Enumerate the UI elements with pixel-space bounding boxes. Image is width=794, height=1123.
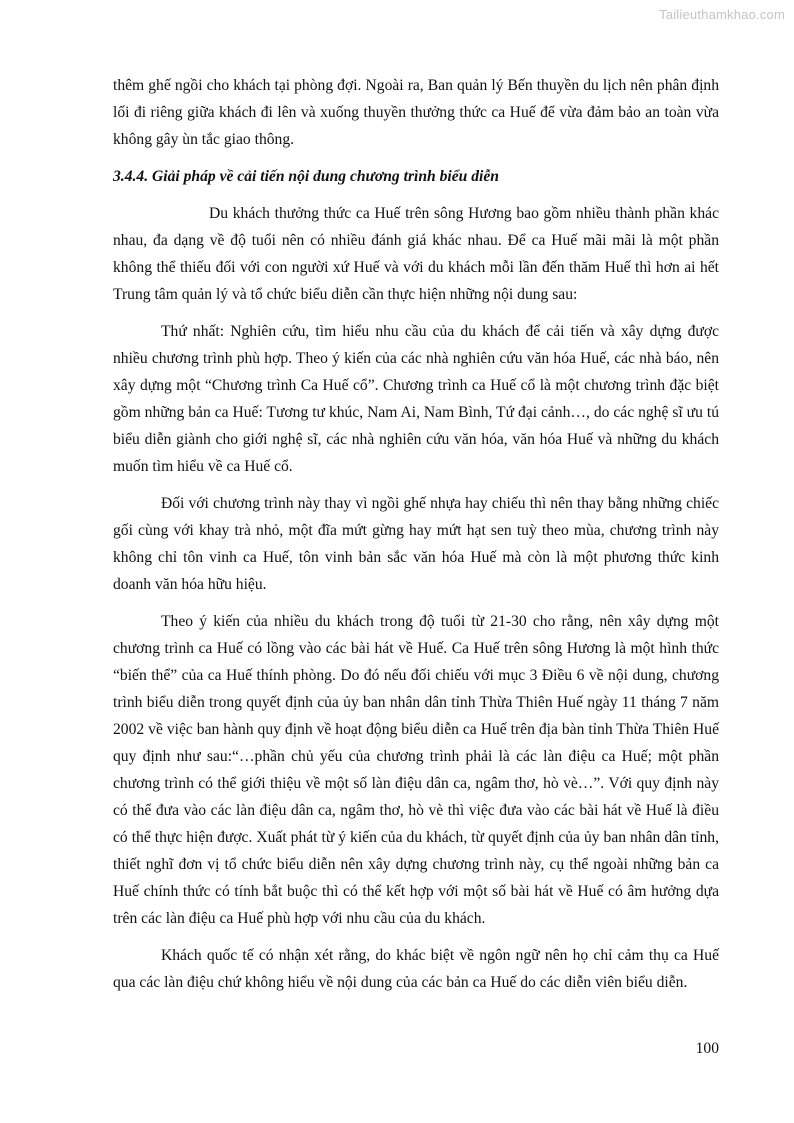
paragraph-international-visitors: Khách quốc tế có nhận xét rằng, do khác biệt về ngôn ngữ nên họ chỉ cảm thụ ca Huế qua các làn điệu chứ không hiểu về nội dung của các bản ca Huế do các diễn viên biểu diễn.	[113, 947, 719, 991]
paragraph-program-setting: Đối với chương trình này thay vì ngồi ghế nhựa hay chiếu thì nên thay bằng những chiếc gối cùng với khay trà nhỏ, một đĩa mứt gừng hay mứt hạt sen tuỳ theo mùa, chương trình này không chỉ tôn vinh ca Huế, tôn vinh bản sắc văn hóa Huế mà còn là một phương thức kinh doanh văn hóa hữu hiệu.	[113, 495, 719, 593]
watermark: Tailieuthamkhao.com	[659, 7, 785, 22]
paragraph-intro: Du khách thưởng thức ca Huế trên sông Hương bao gồm nhiều thành phần khác nhau, đa dạng về độ tuổi nên có nhiều đánh giá khác nhau. Để ca Huế mãi mãi là một phần không thể thiếu đối với con người xứ Huế và với du khách mỗi lần đến thăm Huế thì hơn ai hết Trung tâm quản lý và tổ chức biểu diễn cần thực hiện những nội dung sau:	[113, 205, 719, 303]
paragraph-first-solution: Thứ nhất: Nghiên cứu, tìm hiểu nhu cầu của du khách để cải tiến và xây dựng được nhiều chương trình phù hợp. Theo ý kiến của các nhà nghiên cứu văn hóa Huế, các nhà báo, nên xây dựng một “Chương trình Ca Huế cổ”. Chương trình ca Huế cổ là một chương trình đặc biệt gồm những bản ca Huế: Tương tư khúc, Nam Ai, Nam Bình, Tứ đại cảnh…, do các nghệ sĩ ưu tú biểu diễn giành cho giới nghệ sĩ, các nhà nghiên cứu văn hóa, văn hóa Huế và những du khách muốn tìm hiểu về ca Huế cổ.	[113, 323, 719, 475]
paragraph-tourist-opinion: Theo ý kiến của nhiều du khách trong độ tuổi từ 21-30 cho rằng, nên xây dựng một chương trình ca Huế có lồng vào các bài hát về Huế. Ca Huế trên sông Hương là một hình thức “biến thể” của ca Huế thính phòng. Do đó nếu đối chiếu với mục 3 Điều 6 về nội dung, chương trình biểu diễn trong quyết định của ủy ban nhân dân tỉnh Thừa Thiên Huế ngày 11 tháng 7 năm 2002 về việc ban hành quy định về hoạt động biểu diễn ca Huế trên địa bàn tỉnh Thừa Thiên Huế quy định như sau:“…phần chủ yếu của chương trình phải là các làn điệu ca Huế; một phần chương trình có thể giới thiệu về một số làn điệu dân ca, ngâm thơ, hò vè…”. Với quy định này có thể đưa vào các làn điệu dân ca, ngâm thơ, hò vè thì việc đưa vào các bài hát về Huế là điều có thể thực hiện được. Xuất phát từ ý kiến của du khách, từ quyết định của ủy ban nhân dân tỉnh, thiết nghĩ đơn vị tổ chức biểu diễn nên xây dựng chương trình này, cụ thể ngoài những bản ca Huế chính thức có tính bắt buộc thì có thể kết hợp với một số bài hát về Huế có âm hưởng dựa trên các làn điệu ca Huế phù hợp với nhu cầu của du khách.	[113, 613, 719, 927]
page-body	[113, 72, 719, 996]
paragraph-continuation: thêm ghế ngồi cho khách tại phòng đợi. Ngoài ra, Ban quản lý Bến thuyền du lịch nên phân định lối đi riêng giữa khách đi lên và xuống thuyền thưởng thức ca Huế để vừa đảm bảo an toàn vừa không gây ùn tắc giao thông.	[113, 77, 719, 148]
section-heading: 3.4.4. Giải pháp về cải tiến nội dung chương trình biểu diễn	[113, 168, 499, 185]
page-number: 100	[695, 1040, 719, 1057]
